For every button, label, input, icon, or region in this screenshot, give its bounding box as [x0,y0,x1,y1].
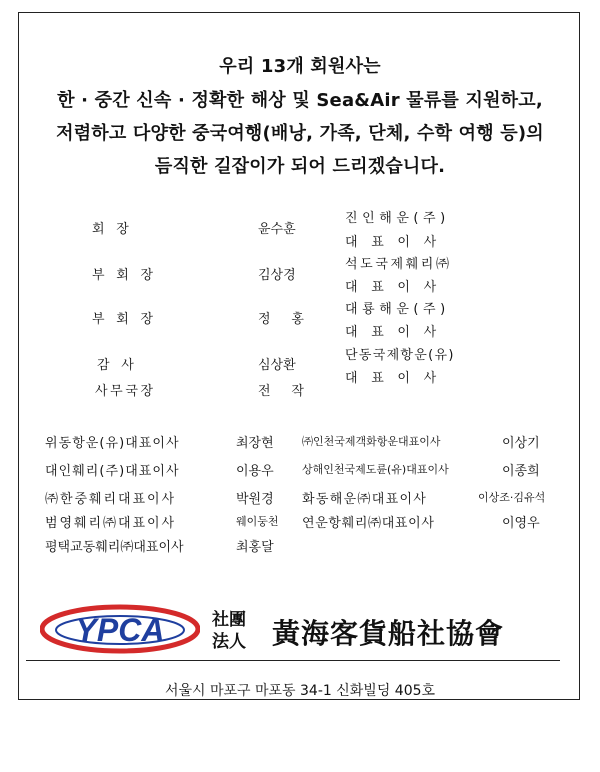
member-left-person-2: 이용우 [236,464,274,479]
member-left-company-4: 범영훼리㈜대표이사 [45,516,177,531]
company-name-4: 단동국제항운(유) [345,348,455,363]
headline-line-3: 저렴하고 다양한 중국여행(배낭, 가족, 단체, 수학 여행 등)의 [56,123,544,144]
member-left-company-2: 대인훼리(주)대표이사 [45,464,180,479]
member-right-company-2: 상해인천국제도륜(유)대표이사 [302,463,449,476]
member-right-company-1: ㈜인천국제객화항운대표이사 [302,435,441,448]
association-type-line-1: 社團 [212,610,246,630]
officer-name-vice-1: 김상경 [258,268,296,283]
member-left-person-1: 최장현 [236,436,274,451]
company-name-2: 석도국제훼리㈜ [345,257,452,272]
officer-title-vice-2: 부회장 [92,312,165,327]
officer-title-vice-1: 부회장 [92,268,165,283]
headline-line-1: 우리 13개 회원사는 [219,56,381,77]
officer-name-secretary: 전작 [258,384,325,399]
company-name-1: 진인해운(주) [345,211,450,226]
member-left-company-3: ㈜한중훼리대표이사 [45,492,177,507]
company-role-1: 대표이사 [345,235,450,250]
ypca-logo-graphic [40,603,200,655]
address: 서울시 마포구 마포동 34-1 신화빌딩 405호 [164,683,436,699]
headline-line-2: 한 · 중간 신속 · 정확한 해상 및 Sea&Air 물류를 지원하고, [57,90,543,111]
member-right-person-1: 이상기 [502,436,540,451]
divider [26,660,560,661]
member-right-person-4: 이영우 [502,516,540,531]
member-right-company-4: 연운항훼리㈜대표이사 [302,516,435,531]
company-role-2: 대표이사 [345,280,450,295]
association-type-line-2: 法人 [212,632,246,652]
association-name: 黃海客貨船社協會 [272,617,505,650]
officer-name-chairman: 윤수훈 [258,222,296,237]
officer-title-auditor: 감사 [97,358,146,373]
officer-name-vice-2: 정홍 [258,312,325,327]
company-role-4: 대표이사 [345,371,450,386]
member-right-company-3: 화동해운㈜대표이사 [302,492,428,507]
member-left-person-3: 박원경 [236,492,274,507]
officer-name-auditor: 심상환 [258,358,296,373]
member-left-person-5: 최홍달 [236,540,274,555]
company-role-3: 대표이사 [345,325,450,340]
company-name-3: 대룡해운(주) [345,302,450,317]
officer-title-secretary: 사무국장 [95,384,156,399]
officer-title-chairman: 회장 [92,222,141,237]
logo-text: YPCA [75,612,165,648]
member-left-company-1: 위동항운(유)대표이사 [45,436,180,451]
headline-line-4: 듬직한 길잡이가 되어 드리겠습니다. [154,156,446,177]
association-type [212,609,246,653]
member-left-company-5: 평택교동훼리㈜대표이사 [45,540,184,555]
member-right-person-3: 이상조·김유석 [478,491,546,504]
member-left-person-4: 웨이둥천 [236,515,279,528]
ypca-logo [40,603,200,659]
member-right-person-2: 이종희 [502,464,540,479]
